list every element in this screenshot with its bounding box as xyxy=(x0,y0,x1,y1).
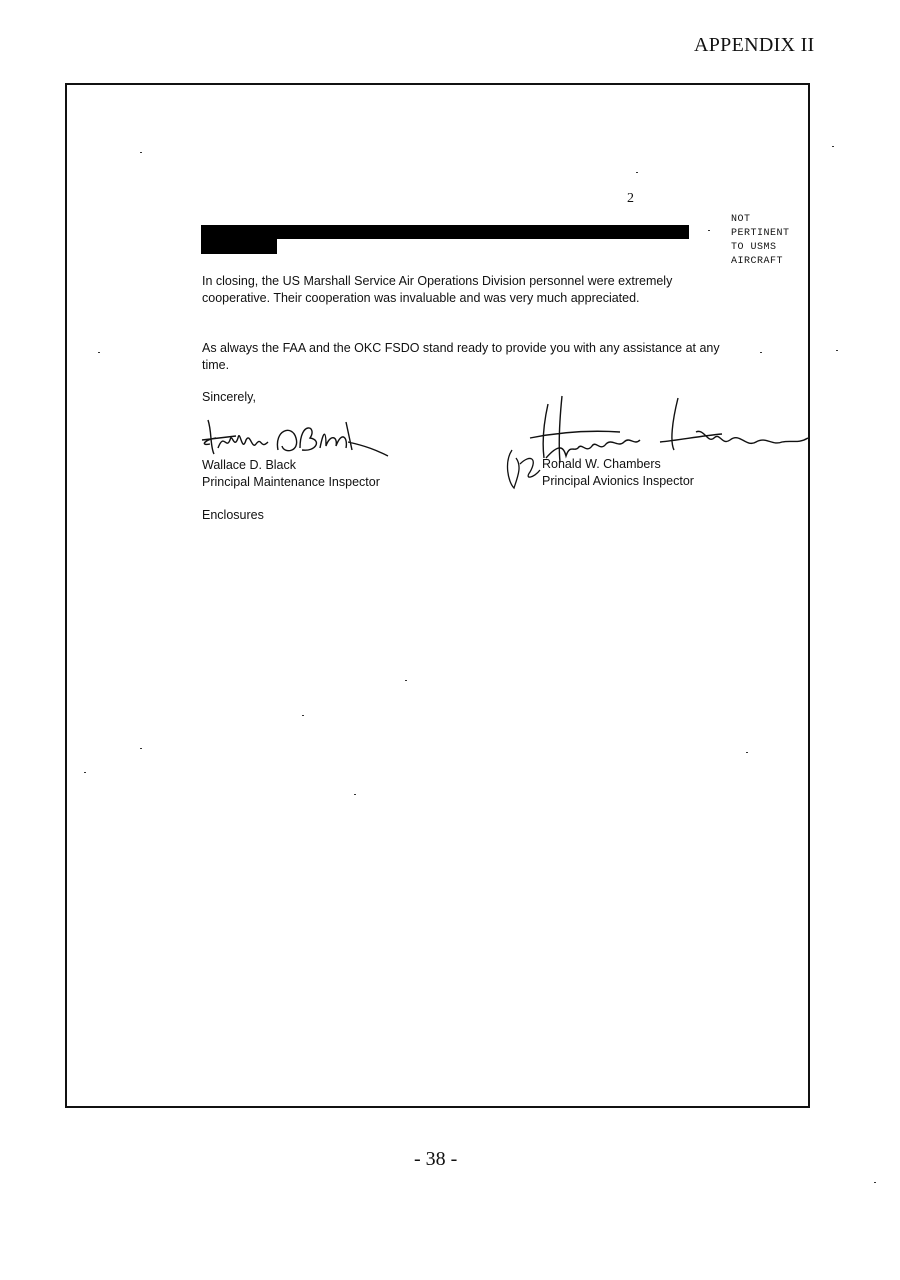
enclosures-label: Enclosures xyxy=(202,508,264,522)
page-marker: 2 xyxy=(627,191,634,206)
redaction-note-line: TO USMS xyxy=(731,242,777,253)
signatory-name: Ronald W. Chambers xyxy=(542,457,661,471)
scan-speck xyxy=(708,230,710,231)
redaction-note-line: NOT xyxy=(731,214,751,225)
signatory-title: Principal Maintenance Inspector xyxy=(202,475,380,489)
scan-speck xyxy=(874,1182,876,1183)
redaction-note-line: AIRCRAFT xyxy=(731,256,784,267)
scan-speck xyxy=(746,752,748,753)
scan-speck xyxy=(636,172,638,173)
scan-speck xyxy=(836,350,838,351)
scan-speck xyxy=(760,352,762,353)
footer-page-number: - 38 - xyxy=(414,1148,458,1170)
scan-speck xyxy=(84,772,86,773)
redaction-note xyxy=(731,213,790,269)
appendix-label: APPENDIX II xyxy=(694,34,815,56)
signature-block-right xyxy=(542,456,694,490)
redaction-note-line: PERTINENT xyxy=(731,228,790,239)
scan-speck xyxy=(302,715,304,716)
scan-speck xyxy=(832,146,834,147)
closing-paragraph: In closing, the US Marshall Service Air Operations Division personnel were extremely cooperative. Their cooperation was invaluable and was very much appreciated. xyxy=(202,274,673,305)
redaction-bar xyxy=(201,237,277,254)
scan-speck xyxy=(98,352,100,353)
signature-left xyxy=(196,410,396,460)
signatory-name: Wallace D. Black xyxy=(202,458,297,472)
scan-speck xyxy=(140,152,142,153)
scan-speck xyxy=(140,748,142,749)
closing-salutation: Sincerely, xyxy=(202,390,256,404)
scan-speck xyxy=(354,794,356,795)
signatory-title: Principal Avionics Inspector xyxy=(542,474,694,488)
scan-speck xyxy=(405,680,407,681)
signature-block-left xyxy=(202,457,380,491)
assistance-paragraph: As always the FAA and the OKC FSDO stand ready to provide you with any assistance at any time. xyxy=(202,341,720,372)
